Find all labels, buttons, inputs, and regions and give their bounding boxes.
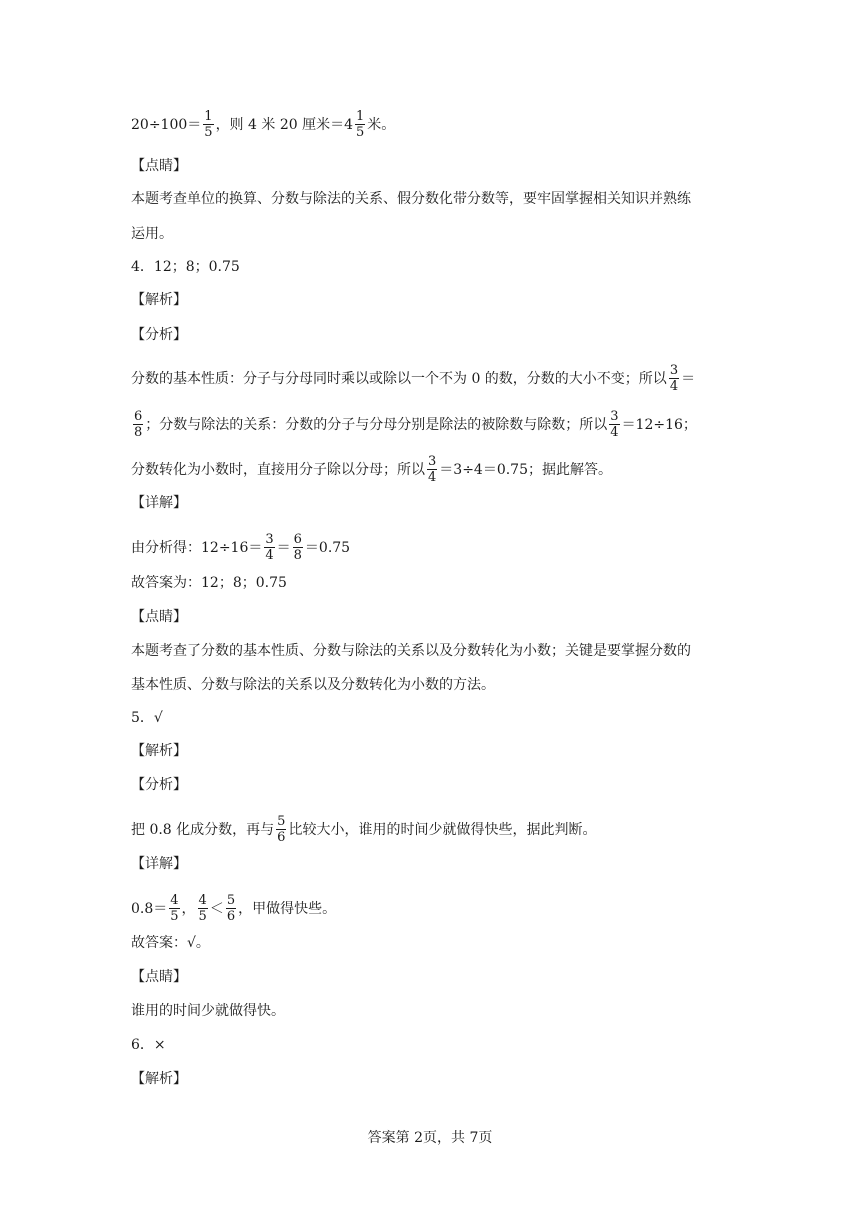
text-line: 分数的基本性质：分子与分母同时乘以或除以一个不为 0 的数，分数的大小不变；所以 $\frac{3}{4}$ ＝ [131,363,696,394]
section-heading: 【点睛】 [131,158,187,174]
fraction: $\frac{6}{8}$ [293,532,302,563]
fraction: $\frac{4}{5}$ [170,893,179,924]
page-footer: 答案第 2页，共 7页 [367,1130,493,1146]
section-heading: 【点睛】 [131,969,187,985]
section-heading: 【解析】 [131,743,187,759]
text-line: 由分析得：12÷16＝ $\frac{3}{4}$ ＝ $\frac{6}{8}$ ＝0.75 [131,532,351,563]
text-line: 分数转化为小数时，直接用分子除以分母；所以 $\frac{3}{4}$ ＝3÷4＝0.75；据此解答。 [131,454,612,485]
fraction: $\frac{4}{5}$ [198,893,207,924]
section-heading: 【详解】 [131,495,187,511]
text-line: 0.8＝ $\frac{4}{5}$ ， $\frac{4}{5}$ ＜ $\frac{5}{6}$ ，甲做得快些。 [131,893,337,924]
fraction: $\frac{3}{4}$ [428,454,437,485]
question-answer: 6．× [131,1037,166,1053]
paragraph-line: 故答案为：12；8；0.75 [131,575,287,591]
paragraph-line: 谁用的时间少就做得快。 [131,1003,285,1019]
section-heading: 【分析】 [131,777,187,793]
paragraph-line: 故答案：√。 [131,935,210,951]
section-heading: 【点睛】 [131,609,187,625]
fraction: $\frac{3}{4}$ [265,532,274,563]
section-heading: 【分析】 [131,327,187,343]
paragraph-line: 基本性质、分数与除法的关系以及分数转化为小数的方法。 [131,677,495,693]
text-line: $\frac{6}{8}$ ；分数与除法的关系：分数的分子与分母分别是除法的被除数与除数；所以 $\frac{3}{4}$ ＝12÷16； [134,409,697,440]
fraction: $\frac{3}{4}$ [669,363,679,394]
section-heading: 【解析】 [131,292,187,308]
section-heading: 【解析】 [131,1071,187,1087]
paragraph-line: 运用。 [131,226,173,242]
paragraph-line: 本题考查了分数的基本性质、分数与除法的关系以及分数转化为小数；关键是要掌握分数的 [131,643,691,659]
section-heading: 【详解】 [131,856,187,872]
text-line: 20÷100＝ $\frac{1}{5}$ ，则 4 米 20 厘米＝4 $\frac{1}{5}$ 米。 [131,109,396,140]
question-answer: 4．12；8；0.75 [131,259,240,275]
fraction: $\frac{5}{6}$ [277,814,286,845]
fraction: $\frac{5}{6}$ [226,893,236,924]
text-line: 把 0.8 化成分数，再与 $\frac{5}{6}$ 比较大小，谁用的时间少就做得快些，据此判断。 [131,814,597,845]
fraction: $\frac{3}{4}$ [610,409,619,440]
fraction: $\frac{6}{8}$ [134,409,143,440]
fraction: $\frac{1}{5}$ [356,109,365,140]
question-answer: 5．√ [131,710,163,726]
paragraph-line: 本题考查单位的换算、分数与除法的关系、假分数化带分数等，要牢固掌握相关知识并熟练 [131,191,691,207]
fraction: $\frac{1}{5}$ [204,109,213,140]
